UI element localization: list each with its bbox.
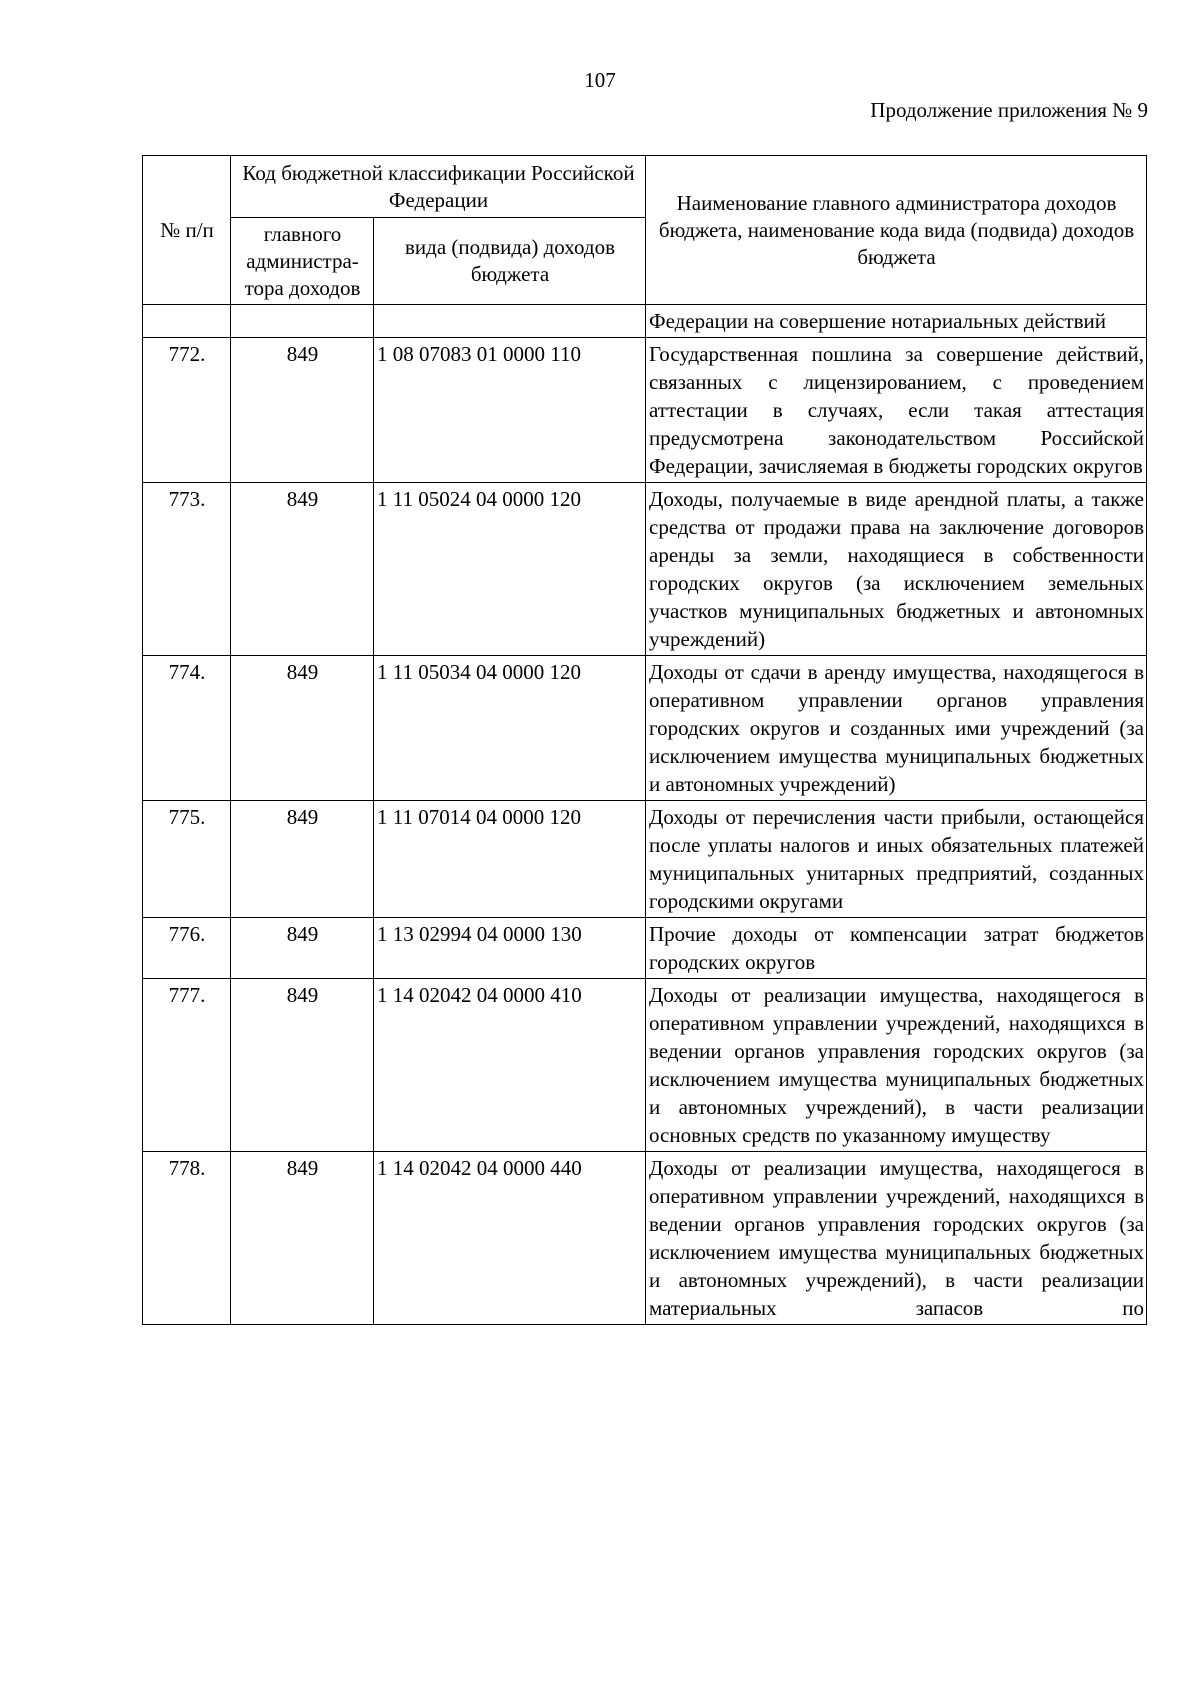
income-code: 1 14 02042 04 0000 440	[374, 1152, 646, 1325]
table-row	[143, 918, 1147, 979]
header-kbk-group: Код бюджетной классификации Российской Федерации	[231, 156, 646, 218]
admin-code: 849	[231, 918, 374, 979]
income-name: Государственная пошлина за совершение действий, связанных с лицензированием, с проведением аттестации в случаях, если такая аттестация предусмотрена законодательством Российской Федерации, зачисляемая в бюджеты городских округов	[646, 338, 1147, 483]
admin-code: 849	[231, 656, 374, 801]
row-number	[143, 305, 231, 338]
income-code: 1 11 05034 04 0000 120	[374, 656, 646, 801]
table-row	[143, 483, 1147, 656]
income-code	[374, 305, 646, 338]
admin-code: 849	[231, 338, 374, 483]
income-code: 1 11 05024 04 0000 120	[374, 483, 646, 656]
income-code: 1 08 07083 01 0000 110	[374, 338, 646, 483]
table-body	[143, 305, 1147, 1325]
row-number: 776.	[143, 918, 231, 979]
table-row	[143, 1152, 1147, 1325]
continuation-title: Продолжение приложения № 9	[870, 98, 1148, 122]
table-row	[143, 338, 1147, 483]
admin-code: 849	[231, 979, 374, 1152]
table-row	[143, 979, 1147, 1152]
header-num: № п/п	[143, 156, 231, 305]
admin-code: 849	[231, 801, 374, 918]
admin-code: 849	[231, 483, 374, 656]
header-row-1	[143, 156, 1147, 218]
income-code: 1 13 02994 04 0000 130	[374, 918, 646, 979]
budget-classification-table	[142, 155, 1147, 1325]
page-number: 107	[584, 68, 616, 92]
admin-code: 849	[231, 1152, 374, 1325]
row-number: 777.	[143, 979, 231, 1152]
header-income-type: вида (подвида) доходов бюджета	[374, 218, 646, 305]
row-number: 775.	[143, 801, 231, 918]
row-number: 773.	[143, 483, 231, 656]
income-name: Доходы, получаемые в виде арендной платы, а также средства от продажи права на заключение договоров аренды за земли, находящиеся в собственности городских округов (за исключением земельных участков муниципальных бюджетных и автономных учреждений)	[646, 483, 1147, 656]
table-row	[143, 656, 1147, 801]
row-number: 774.	[143, 656, 231, 801]
header-admin: главного администра-тора доходов	[231, 218, 374, 305]
table-row	[143, 801, 1147, 918]
income-name: Прочие доходы от компенсации затрат бюджетов городских округов	[646, 918, 1147, 979]
income-name: Доходы от сдачи в аренду имущества, находящегося в оперативном управлении органов управления городских округов и созданных ими учреждений (за исключением имущества муниципальных бюджетных и автономных учреждений)	[646, 656, 1147, 801]
income-name: Доходы от реализации имущества, находящегося в оперативном управлении учреждений, находящихся в ведении органов управления городских округов (за исключением имущества муниципальных бюджетных и автономных учреждений), в части реализации основных средств по указанному имуществу	[646, 979, 1147, 1152]
admin-code	[231, 305, 374, 338]
income-code: 1 14 02042 04 0000 410	[374, 979, 646, 1152]
row-number: 772.	[143, 338, 231, 483]
header-name: Наименование главного администратора доходов бюджета, наименование кода вида (подвида) доходов бюджета	[646, 156, 1147, 305]
income-name: Федерации на совершение нотариальных действий	[646, 305, 1147, 338]
table-row	[143, 305, 1147, 338]
income-code: 1 11 07014 04 0000 120	[374, 801, 646, 918]
row-number: 778.	[143, 1152, 231, 1325]
income-name: Доходы от перечисления части прибыли, остающейся после уплаты налогов и иных обязательных платежей муниципальных унитарных предприятий, созданных городскими округами	[646, 801, 1147, 918]
income-name: Доходы от реализации имущества, находящегося в оперативном управлении учреждений, находящихся в ведении органов управления городских округов (за исключением имущества муниципальных бюджетных и автономных учреждений), в части реализации материальных запасов по	[646, 1152, 1147, 1325]
